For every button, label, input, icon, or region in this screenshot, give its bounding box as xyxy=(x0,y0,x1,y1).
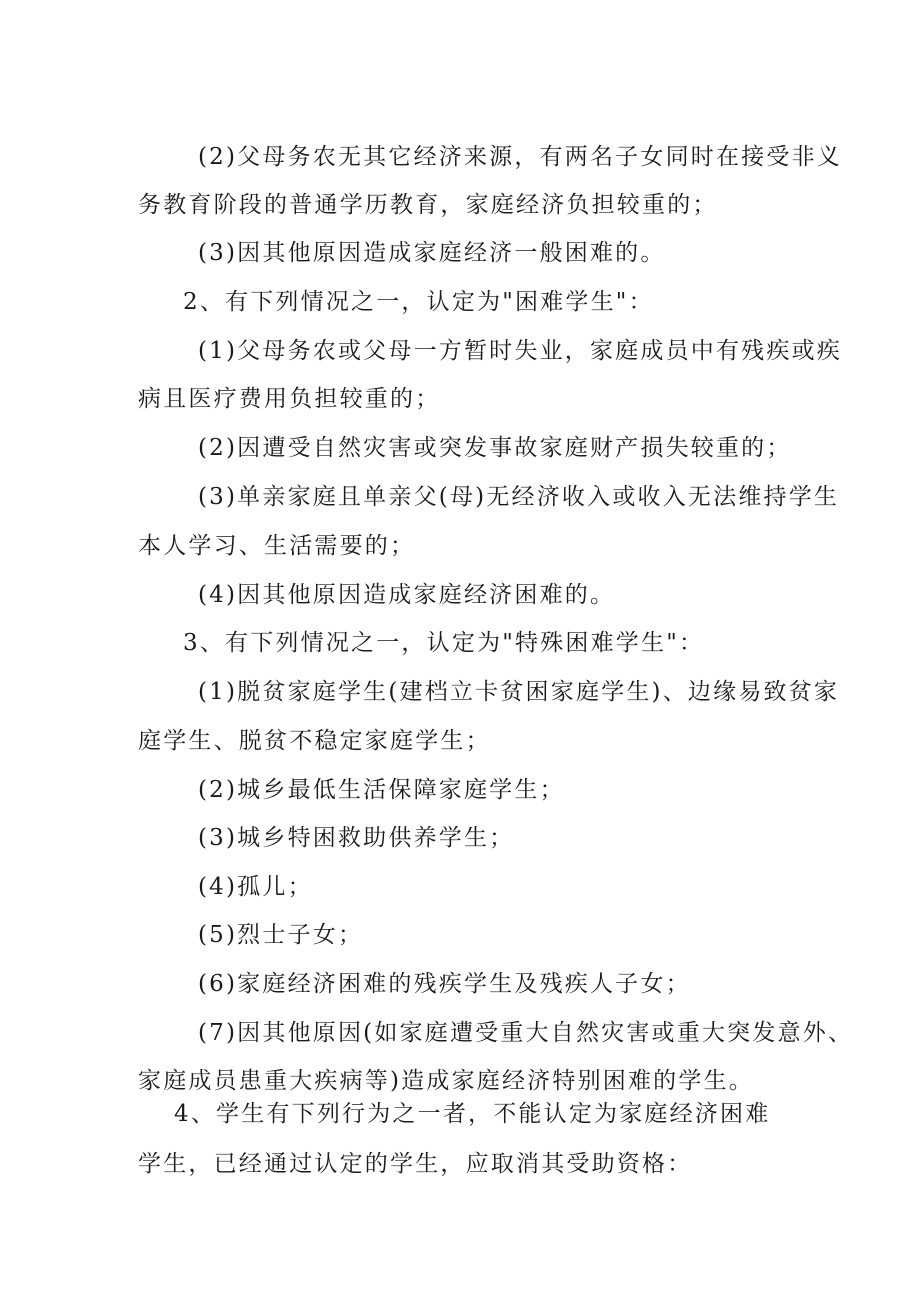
paragraph-line: (2)父母务农无其它经济来源，有两名子女同时在接受非义 xyxy=(198,144,842,170)
section-heading-3: 3、有下列情况之一，认定为"特殊困难学生"： xyxy=(183,630,705,656)
paragraph-line: (3)城乡特困救助供养学生； xyxy=(198,825,515,851)
paragraph-line: 学生，已经通过认定的学生，应取消其受助资格： xyxy=(138,1151,693,1177)
paragraph-line: 庭学生、脱贫不稳定家庭学生； xyxy=(138,728,491,754)
paragraph-line: (6)家庭经济困难的残疾学生及残疾人子女； xyxy=(198,971,691,997)
paragraph-line: 家庭成员患重大疾病等)造成家庭经济特别困难的学生。 xyxy=(138,1068,754,1094)
paragraph-line: (3)因其他原因造成家庭经济一般困难的。 xyxy=(198,240,666,266)
section-heading-2: 2、有下列情况之一，认定为"困难学生"： xyxy=(183,289,654,315)
paragraph-line: 病且医疗费用负担较重的； xyxy=(138,386,441,412)
paragraph-line: (4)因其他原因造成家庭经济困难的。 xyxy=(198,582,616,608)
paragraph-line: (7)因其他原因(如家庭遭受重大自然灾害或重大突发意外、 xyxy=(198,1020,854,1046)
paragraph-line: (2)因遭受自然灾害或突发事故家庭财产损失较重的； xyxy=(198,435,792,461)
paragraph-line: (1)父母务农或父母一方暂时失业，家庭成员中有残疾或疾 xyxy=(198,338,842,364)
paragraph-line: 本人学习、生活需要的； xyxy=(138,533,416,559)
paragraph-line: (3)单亲家庭且单亲父(母)无经济收入或收入无法维持学生 xyxy=(198,484,840,510)
section-heading-4: 4、学生有下列行为之一者，不能认定为家庭经济困难 xyxy=(174,1101,771,1127)
paragraph-line: (5)烈士子女； xyxy=(198,922,364,948)
paragraph-line: 务教育阶段的普通学历教育，家庭经济负担较重的； xyxy=(138,192,718,218)
paragraph-line: (1)脱贫家庭学生(建档立卡贫困家庭学生)、边缘易致贫家 xyxy=(198,679,840,705)
paragraph-line: (2)城乡最低生活保障家庭学生； xyxy=(198,777,565,803)
paragraph-line: (4)孤儿； xyxy=(198,874,313,900)
